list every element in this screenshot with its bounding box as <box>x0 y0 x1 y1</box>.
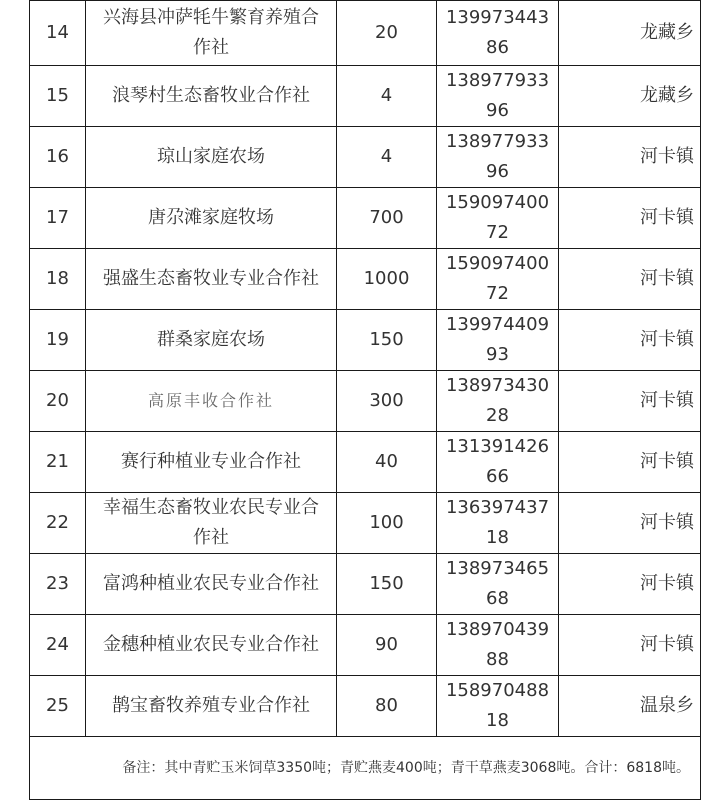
phone-cell <box>437 432 559 493</box>
township: 河卡镇 <box>559 554 701 615</box>
row-number: 16 <box>30 127 86 188</box>
table-row <box>30 432 701 493</box>
cooperative-name: 唐尕滩家庭牧场 <box>86 188 337 249</box>
row-number: 19 <box>30 310 86 371</box>
phone-cell <box>437 493 559 554</box>
township: 河卡镇 <box>559 493 701 554</box>
cooperative-name: 兴海县冲萨牦牛繁育养殖合作社 <box>86 1 337 66</box>
table-row <box>30 371 701 432</box>
remarks-note: 备注：其中青贮玉米饲草3350吨；青贮燕麦400吨；青干草燕麦3068吨。合计：6818吨。 <box>30 737 701 800</box>
quantity: 90 <box>337 615 437 676</box>
row-number: 22 <box>30 493 86 554</box>
phone-number: 13897343028 <box>445 375 550 426</box>
table-row <box>30 554 701 615</box>
table-row <box>30 615 701 676</box>
phone-cell <box>437 66 559 127</box>
quantity: 1000 <box>337 249 437 310</box>
row-number: 23 <box>30 554 86 615</box>
township: 温泉乡 <box>559 676 701 737</box>
quantity: 40 <box>337 432 437 493</box>
cooperative-name: 琼山家庭农场 <box>86 127 337 188</box>
row-number: 21 <box>30 432 86 493</box>
township: 河卡镇 <box>559 371 701 432</box>
cooperative-name: 赛行种植业专业合作社 <box>86 432 337 493</box>
township: 河卡镇 <box>559 615 701 676</box>
cooperative-table <box>29 0 701 800</box>
row-number: 17 <box>30 188 86 249</box>
quantity: 100 <box>337 493 437 554</box>
phone-number: 13639743718 <box>445 497 550 548</box>
township: 河卡镇 <box>559 249 701 310</box>
phone-number: 13997440993 <box>445 314 550 365</box>
row-number: 14 <box>30 1 86 66</box>
table-row <box>30 310 701 371</box>
phone-number: 15897048818 <box>445 680 550 731</box>
phone-number: 13897346568 <box>445 558 550 609</box>
phone-cell <box>437 615 559 676</box>
quantity: 4 <box>337 127 437 188</box>
township: 龙藏乡 <box>559 1 701 66</box>
township: 河卡镇 <box>559 127 701 188</box>
phone-cell <box>437 249 559 310</box>
table-row <box>30 249 701 310</box>
township: 河卡镇 <box>559 188 701 249</box>
row-number: 18 <box>30 249 86 310</box>
cooperative-name: 富鸿种植业农民专业合作社 <box>86 554 337 615</box>
phone-cell <box>437 127 559 188</box>
table-row <box>30 188 701 249</box>
row-number: 24 <box>30 615 86 676</box>
cooperative-name: 高原丰收合作社 <box>86 371 337 432</box>
table-row <box>30 66 701 127</box>
quantity: 4 <box>337 66 437 127</box>
row-number: 15 <box>30 66 86 127</box>
quantity: 80 <box>337 676 437 737</box>
cooperative-name: 浪琴村生态畜牧业合作社 <box>86 66 337 127</box>
phone-number: 13897793396 <box>445 70 550 121</box>
cooperative-name: 强盛生态畜牧业专业合作社 <box>86 249 337 310</box>
phone-number: 13139142666 <box>445 436 550 487</box>
phone-cell <box>437 310 559 371</box>
phone-cell <box>437 371 559 432</box>
phone-number: 13897043988 <box>445 619 550 670</box>
quantity: 150 <box>337 554 437 615</box>
row-number: 25 <box>30 676 86 737</box>
township: 龙藏乡 <box>559 66 701 127</box>
phone-cell <box>437 554 559 615</box>
table-row <box>30 493 701 554</box>
table-row <box>30 127 701 188</box>
table-row <box>30 676 701 737</box>
phone-cell <box>437 676 559 737</box>
cooperative-name: 群桑家庭农场 <box>86 310 337 371</box>
quantity: 20 <box>337 1 437 66</box>
phone-number: 15909740072 <box>445 192 550 243</box>
township: 河卡镇 <box>559 310 701 371</box>
quantity: 150 <box>337 310 437 371</box>
cooperative-name: 鹊宝畜牧养殖专业合作社 <box>86 676 337 737</box>
phone-number: 13897793396 <box>445 131 550 182</box>
table-row <box>30 1 701 66</box>
phone-number: 15909740072 <box>445 253 550 304</box>
quantity: 700 <box>337 188 437 249</box>
note-row <box>30 737 701 800</box>
cooperative-name: 金穗种植业农民专业合作社 <box>86 615 337 676</box>
cooperative-name: 幸福生态畜牧业农民专业合作社 <box>86 493 337 554</box>
phone-cell <box>437 188 559 249</box>
quantity: 300 <box>337 371 437 432</box>
phone-cell <box>437 1 559 66</box>
row-number: 20 <box>30 371 86 432</box>
phone-number: 13997344386 <box>445 7 550 58</box>
township: 河卡镇 <box>559 432 701 493</box>
